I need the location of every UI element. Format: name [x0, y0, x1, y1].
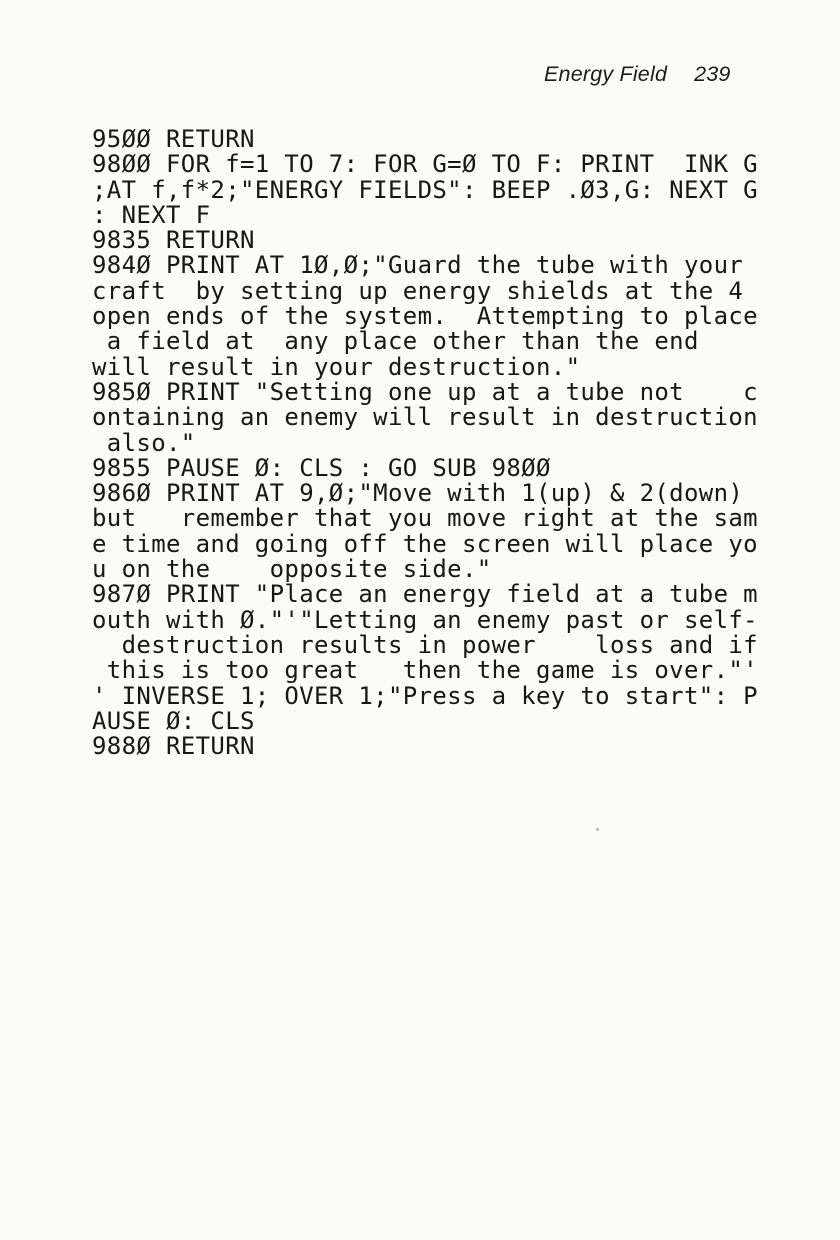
code-line: e time and going off the screen will place yo — [92, 529, 758, 558]
code-line: 984Ø PRINT AT 1Ø,Ø;"Guard the tube with your — [92, 251, 744, 280]
basic-code-listing — [92, 127, 758, 759]
code-line: outh with Ø."'"Letting an enemy past or self- — [92, 605, 758, 634]
code-line: 9835 RETURN — [92, 226, 255, 255]
code-line: AUSE Ø: CLS — [92, 706, 255, 735]
code-line: also." — [92, 428, 196, 457]
code-line: 988Ø RETURN — [92, 732, 255, 761]
code-line: 985Ø PRINT "Setting one up at a tube not c — [92, 377, 758, 406]
code-line: craft by setting up energy shields at the 4 — [92, 276, 744, 305]
scan-speck — [596, 828, 599, 831]
code-line: open ends of the system. Attempting to place — [92, 302, 758, 331]
chapter-title: Energy Field — [544, 62, 668, 86]
code-line: 98ØØ FOR f=1 TO 7: FOR G=Ø TO F: PRINT INK G — [92, 150, 758, 179]
code-line: 95ØØ RETURN — [92, 125, 255, 153]
code-line: 986Ø PRINT AT 9,Ø;"Move with 1(up) & 2(down) — [92, 479, 744, 508]
code-line: ontaining an enemy will result in destruction — [92, 403, 758, 432]
code-line: 987Ø PRINT "Place an energy field at a tube m — [92, 580, 758, 609]
code-line: 9855 PAUSE Ø: CLS : GO SUB 98ØØ — [92, 453, 551, 482]
code-line: a field at any place other than the end — [92, 327, 699, 356]
code-line: will result in your destruction." — [92, 352, 581, 381]
code-line: this is too great then the game is over."' — [92, 656, 758, 685]
code-line: ' INVERSE 1; OVER 1;"Press a key to start": P — [92, 681, 758, 710]
code-line: : NEXT F — [92, 200, 211, 229]
page-number: 239 — [694, 62, 731, 86]
code-line: ;AT f,f*2;"ENERGY FIELDS": BEEP .Ø3,G: NEXT G — [92, 175, 758, 204]
code-line: but remember that you move right at the sam — [92, 504, 758, 533]
running-header — [544, 62, 731, 87]
code-line: destruction results in power loss and if — [92, 630, 758, 659]
code-line: u on the opposite side." — [92, 555, 492, 584]
